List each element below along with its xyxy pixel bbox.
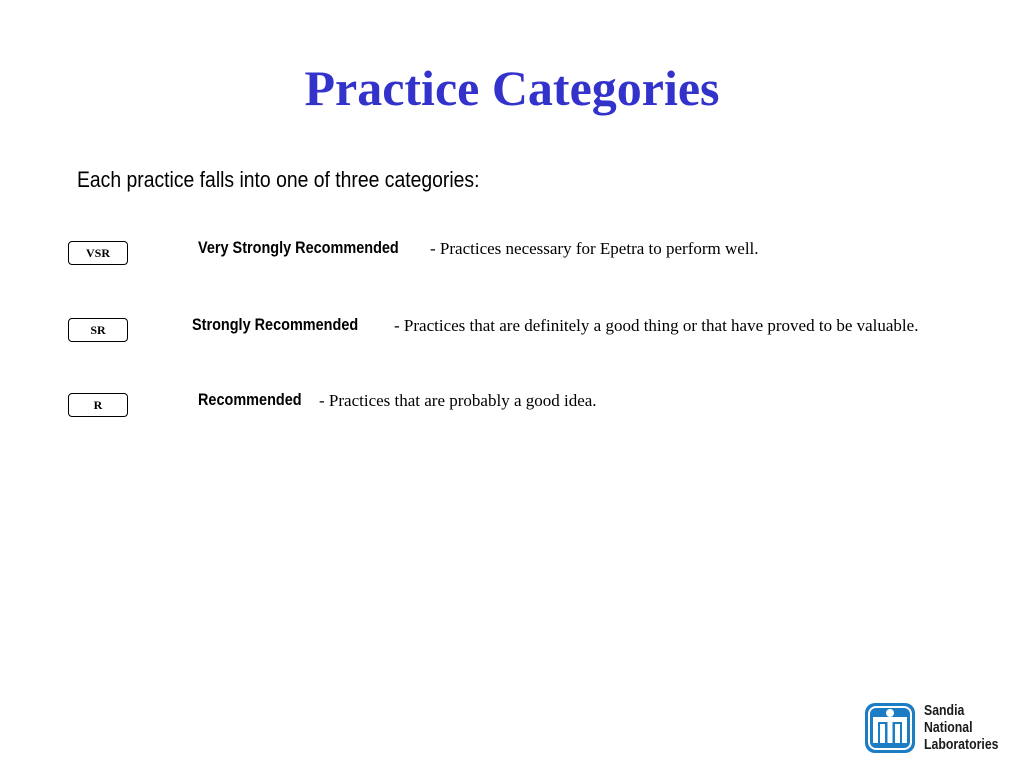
sr-label: Strongly Recommended (192, 315, 359, 334)
vsr-description: - Practices necessary for Epetra to perform well. (430, 239, 759, 258)
sandia-thunderbird-icon (864, 702, 916, 754)
sr-description: - Practices that are definitely a good thing or that have proved to be valuable. (394, 316, 919, 335)
logo-line-3: Laboratories (924, 736, 999, 753)
sandia-logo (864, 702, 1004, 756)
logo-wordmark (924, 702, 999, 753)
vsr-label: Very Strongly Recommended (198, 238, 399, 257)
r-label: Recommended (198, 390, 302, 409)
sr-badge: SR (68, 318, 128, 342)
r-description: - Practices that are probably a good idea. (319, 391, 597, 410)
logo-line-2: National (924, 719, 973, 736)
intro-text: Each practice falls into one of three categories: (77, 167, 480, 192)
page-title: Practice Categories (304, 60, 720, 116)
logo-line-1: Sandia (924, 702, 965, 719)
r-badge: R (68, 393, 128, 417)
vsr-badge: VSR (68, 241, 128, 265)
